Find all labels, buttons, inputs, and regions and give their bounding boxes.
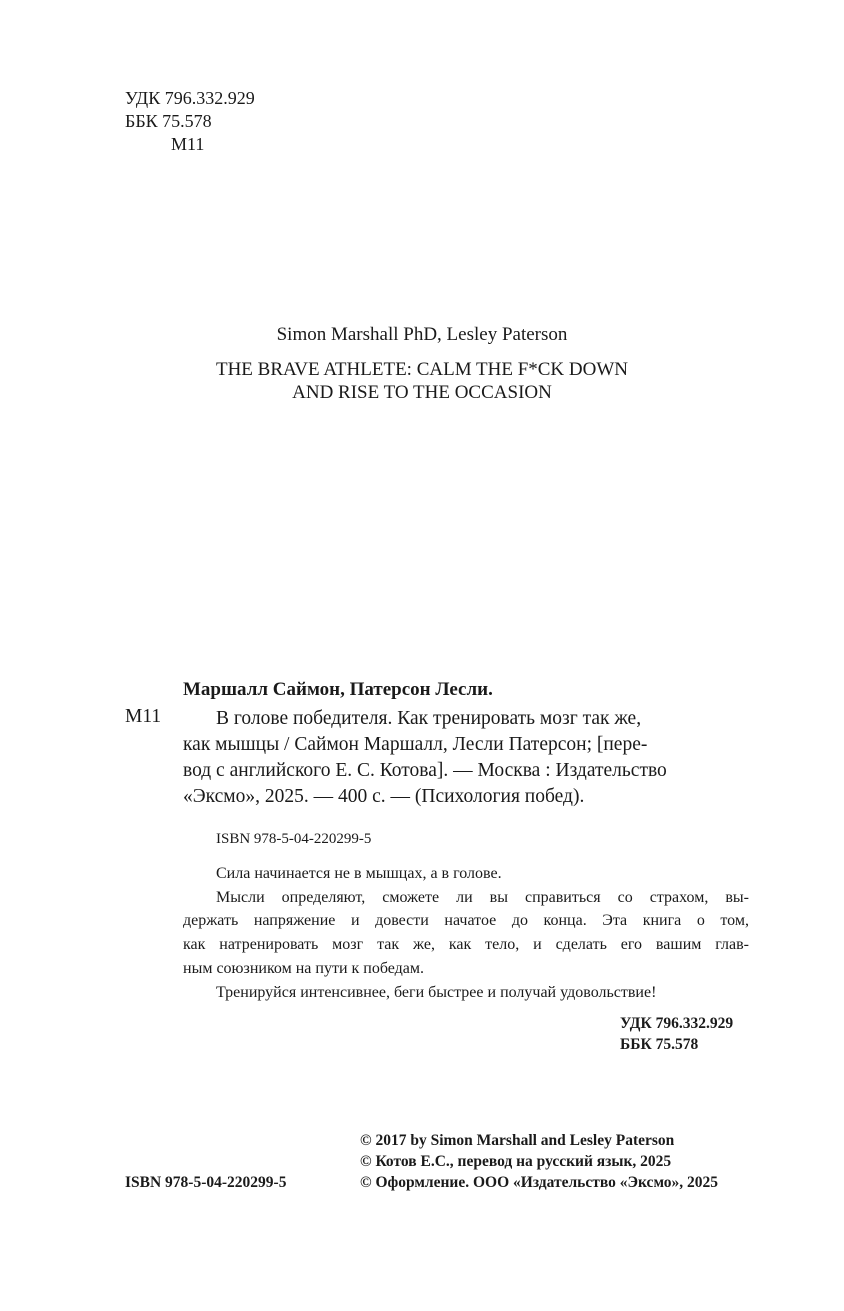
footer-isbn: ISBN 978-5-04-220299-5: [125, 1174, 287, 1191]
annotation-line: Сила начинается не в мышцах, а в голове.: [216, 865, 502, 882]
udk-bottom: УДК 796.332.929: [620, 1015, 734, 1032]
annotation-line: ным союзником на пути к победам.: [183, 959, 425, 977]
udk-top: УДК 796.332.929: [125, 88, 255, 108]
bibliographic-line: как мышцы / Саймон Маршалл, Лесли Патерсон; [пере-: [183, 734, 648, 755]
annotation-line: держать напряжение и довести начатое до конца. Эта книга о том,: [183, 912, 749, 930]
annotation-line: Мысли определяют, сможете ли вы справиться со страхом, вы-: [216, 888, 749, 906]
bibliographic-line: В голове победителя. Как тренировать мозг так же,: [216, 708, 642, 729]
annotation: [183, 862, 749, 1004]
original-title-line-2: AND RISE TO THE OCCASION: [292, 382, 552, 403]
author-mark-bib: М11: [125, 706, 162, 727]
bibliographic-isbn: ISBN 978-5-04-220299-5: [216, 831, 372, 847]
bibliographic-line: «Эксмо», 2025. — 400 с. — (Психология побед).: [183, 786, 585, 807]
bbk-bottom: ББК 75.578: [620, 1036, 699, 1053]
author-mark-top: М11: [171, 134, 205, 154]
original-authors: Simon Marshall PhD, Lesley Paterson: [276, 324, 568, 345]
annotation-line: Тренируйся интенсивнее, беги быстрее и получай удовольствие!: [216, 983, 657, 1001]
original-title-line-1: THE BRAVE ATHLETE: CALM THE F*CK DOWN: [215, 359, 629, 380]
copyright-line: © 2017 by Simon Marshall and Lesley Paterson: [360, 1132, 675, 1149]
annotation-line: как натренировать мозг так же, как тело, и сделать его вашим глав-: [183, 936, 749, 954]
bibliographic-heading: Маршалл Саймон, Патерсон Лесли.: [183, 679, 493, 700]
bibliographic-body: [183, 706, 749, 810]
copyright-line: © Котов Е.С., перевод на русский язык, 2025: [360, 1153, 672, 1170]
bibliographic-line: вод с английского Е. С. Котова]. — Москва : Издательство: [183, 760, 667, 781]
copyright-line: © Оформление. ООО «Издательство «Эксмо», 2025: [360, 1174, 719, 1191]
bbk-top: ББК 75.578: [125, 111, 212, 131]
